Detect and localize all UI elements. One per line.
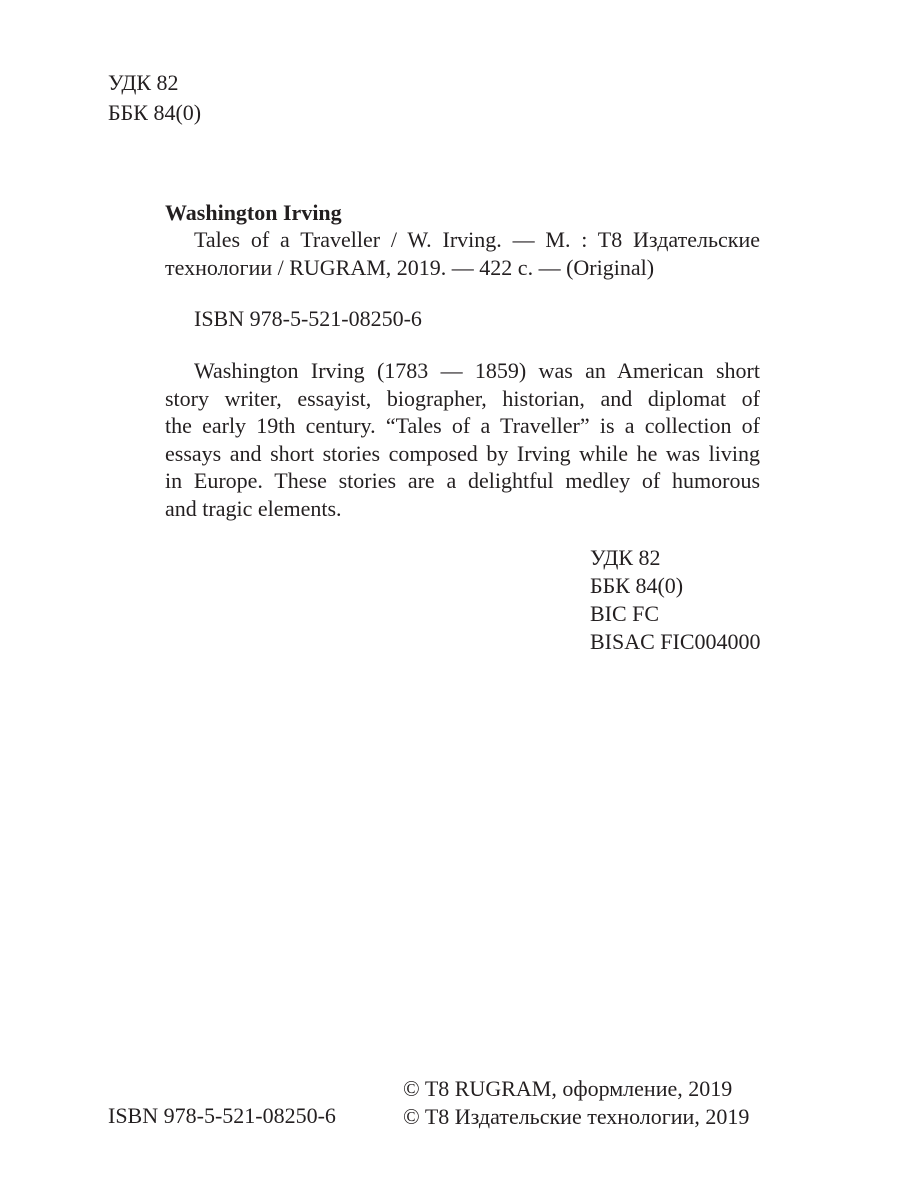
bbk-code-right: ББК 84(0): [590, 573, 684, 598]
annotation-line: story writer, essayist, biographer, historian, and diplomat of: [165, 385, 760, 411]
annotation-line: Washington Irving (1783 — 1859) was an American short: [194, 358, 760, 383]
classification-right: [590, 544, 761, 656]
bisac-code: BISAC FIC004000: [590, 629, 761, 654]
copyright-design: © T8 RUGRAM, оформление, 2019: [403, 1076, 733, 1101]
biblio-line-1: Tales of a Traveller / W. Irving. — M. : T8 Издательские: [194, 227, 760, 252]
annotation-line: and tragic elements.: [165, 495, 342, 521]
annotation-line: essays and short stories composed by Irving while he was living: [165, 440, 760, 466]
bic-code: BIC FC: [590, 601, 660, 626]
classification-top: [108, 68, 201, 128]
annotation: [165, 357, 760, 522]
author-name: Washington Irving: [165, 200, 342, 225]
copyright-block: [403, 1075, 749, 1131]
bibliographic-description: [165, 226, 760, 282]
annotation-line: the early 19th century. “Tales of a Traveller” is a collection of: [165, 413, 760, 438]
udk-code: УДК 82: [108, 70, 179, 95]
isbn-footer: ISBN 978-5-521-08250-6: [108, 1103, 336, 1128]
udk-code-right: УДК 82: [590, 545, 661, 570]
copyright-publisher: © T8 Издательские технологии, 2019: [403, 1104, 750, 1129]
biblio-line-2: технологии / RUGRAM, 2019. — 422 с. — (Original): [165, 255, 655, 280]
isbn-record: ISBN 978-5-521-08250-6: [194, 306, 422, 331]
annotation-line: in Europe. These stories are a delightful medley of humorous: [165, 468, 760, 493]
bbk-code: ББК 84(0): [108, 100, 202, 125]
